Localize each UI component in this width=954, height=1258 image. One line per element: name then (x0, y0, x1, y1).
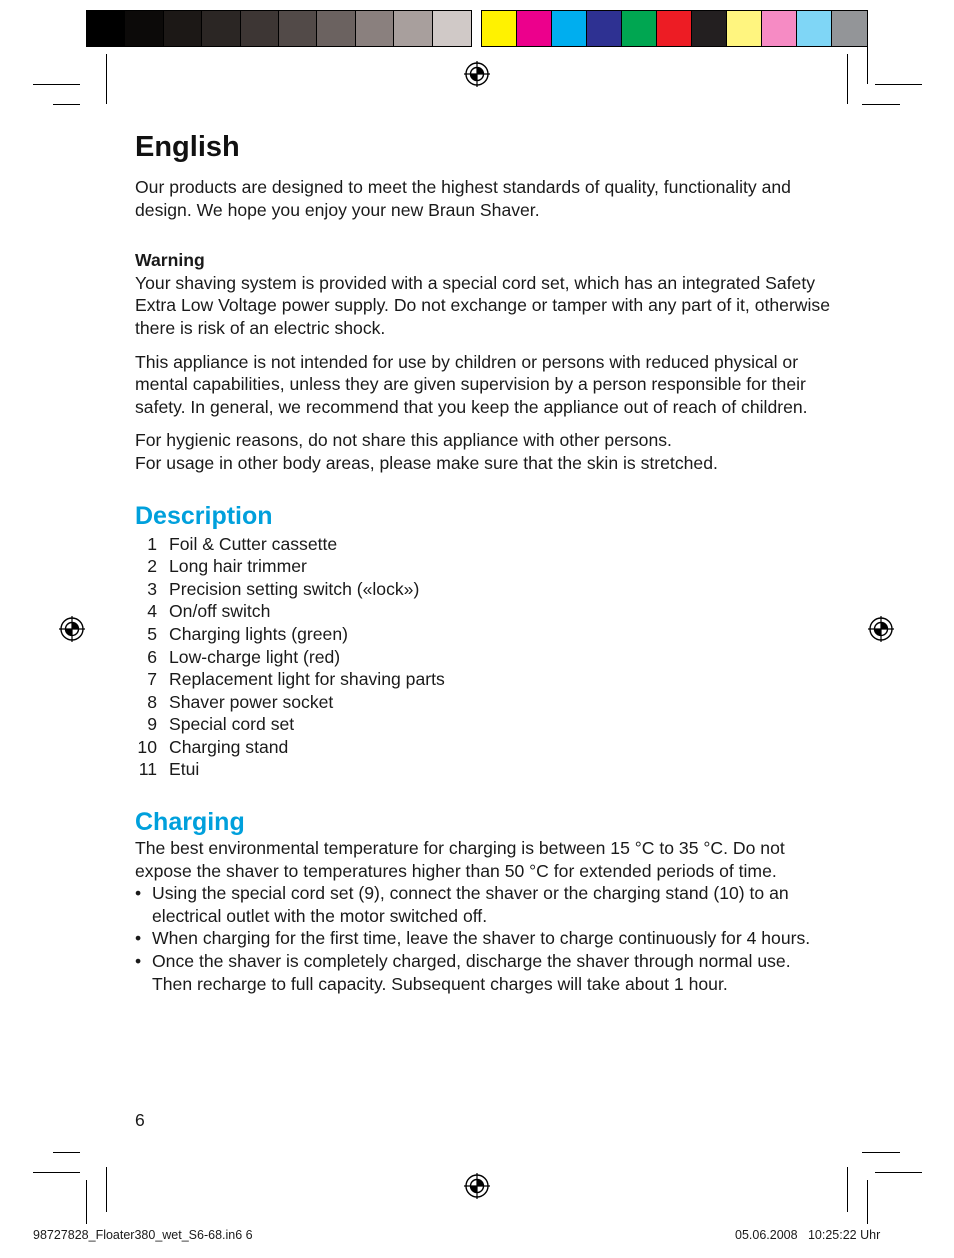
description-item (135, 533, 835, 556)
page-content (135, 130, 835, 995)
charging-heading: Charging (135, 808, 245, 837)
description-item (135, 713, 835, 736)
item-number: 11 (138, 759, 157, 780)
crop-mark (33, 1172, 80, 1173)
bullet-icon: • (135, 883, 142, 904)
charging-bullet-list (135, 882, 835, 995)
crop-mark (847, 1167, 848, 1212)
color-swatch (202, 11, 240, 46)
color-swatch (552, 11, 587, 46)
item-number: 5 (147, 623, 157, 644)
crop-mark (875, 1172, 922, 1173)
color-swatch (433, 11, 471, 46)
bullet-text: Using the special cord set (9), connect the shaver or the charging stand (10) to an electrical outlet with the motor switched off. (152, 883, 789, 926)
description-heading: Description (135, 501, 273, 530)
item-label: Low-charge light (red) (169, 646, 341, 667)
color-swatch (517, 11, 552, 46)
item-number: 3 (147, 578, 157, 599)
page-title: English (135, 131, 240, 163)
color-swatch (317, 11, 355, 46)
children-paragraph: This appliance is not intended for use by children or persons with reduced physical or mental capabilities, unless they are given supervision by a person responsible for their safety. In general, we recommend that you keep the appliance out of reach of children. (135, 351, 808, 417)
crop-mark (867, 1180, 868, 1224)
crop-mark (862, 1152, 900, 1153)
registration-mark-icon (464, 61, 490, 87)
item-label: Foil & Cutter cassette (169, 533, 338, 554)
item-number: 1 (147, 533, 157, 554)
registration-mark-icon (59, 616, 85, 642)
footer-date-time: 05.06.2008 10:25:22 Uhr (735, 1228, 881, 1242)
description-item (135, 578, 835, 601)
crop-mark (53, 1152, 80, 1153)
color-swatch (657, 11, 692, 46)
color-swatch (241, 11, 279, 46)
item-number: 8 (147, 691, 157, 712)
description-list (135, 533, 835, 782)
warning-heading: Warning (135, 250, 205, 271)
item-label: Replacement light for shaving parts (169, 669, 445, 690)
bullet-text: When charging for the first time, leave the shaver to charge continuously for 4 hours. (152, 928, 811, 949)
charging-bullet (135, 950, 835, 995)
bullet-icon: • (135, 928, 142, 949)
item-label: Precision setting switch («lock») (169, 578, 420, 599)
color-swatch (587, 11, 622, 46)
color-swatch (797, 11, 832, 46)
crop-mark (106, 1167, 107, 1212)
body-area-line: For usage in other body areas, please make sure that the skin is stretched. (135, 452, 718, 473)
item-number: 6 (147, 646, 157, 667)
crop-mark (53, 104, 80, 105)
color-swatch (356, 11, 394, 46)
description-item (135, 758, 835, 781)
crop-mark (106, 54, 107, 104)
intro-paragraph: Our products are designed to meet the highest standards of quality, functionality and design. We hope you enjoy your new Braun Shaver. (135, 177, 791, 220)
description-item (135, 691, 835, 714)
grayscale-color-bar (86, 10, 472, 47)
color-swatch (762, 11, 797, 46)
footer-file-name: 98727828_Floater380_wet_S6-68.in6 6 (33, 1228, 253, 1242)
charging-intro-paragraph: The best environmental temperature for charging is between 15 °C to 35 °C. Do not expose the shaver to temperatures higher than 50 °C for extended periods of time. (135, 838, 785, 881)
registration-mark-icon (868, 616, 894, 642)
crop-mark (862, 104, 900, 105)
color-swatch (87, 11, 125, 46)
item-number: 9 (147, 714, 157, 735)
item-label: On/off switch (169, 601, 271, 622)
bullet-text: Once the shaver is completely charged, discharge the shaver through normal use. Then recharge to full capacity. Subsequent charges will take about 1 hour. (152, 951, 791, 994)
charging-bullet (135, 882, 835, 927)
description-item (135, 736, 835, 759)
item-label: Special cord set (169, 714, 295, 735)
item-number: 7 (147, 669, 157, 690)
description-item (135, 555, 835, 578)
description-item (135, 600, 835, 623)
color-swatch (727, 11, 762, 46)
page-number: 6 (135, 1110, 145, 1130)
color-swatch (832, 11, 867, 46)
charging-bullet (135, 927, 835, 950)
color-swatch (125, 11, 163, 46)
crop-mark (867, 30, 868, 84)
crop-mark (847, 54, 848, 104)
description-item (135, 668, 835, 691)
item-label: Charging stand (169, 736, 289, 757)
description-item (135, 623, 835, 646)
item-label: Etui (169, 759, 200, 780)
crop-mark (33, 84, 80, 85)
warning-paragraph: Your shaving system is provided with a special cord set, which has an integrated Safety Extra Low Voltage power supply. Do not exchange or tamper with any part of it, otherwise there is risk of an electric shock. (135, 272, 830, 338)
bullet-icon: • (135, 951, 142, 972)
color-swatch (482, 11, 517, 46)
crop-mark (86, 1180, 87, 1224)
item-label: Shaver power socket (169, 691, 334, 712)
item-number: 4 (147, 601, 157, 622)
color-swatch (692, 11, 727, 46)
item-label: Charging lights (green) (169, 623, 348, 644)
color-swatch (394, 11, 432, 46)
color-swatch (279, 11, 317, 46)
color-swatch (622, 11, 657, 46)
crop-mark (875, 84, 922, 85)
item-number: 10 (137, 736, 157, 757)
process-color-bar (481, 10, 868, 47)
hygiene-line: For hygienic reasons, do not share this appliance with other persons. (135, 430, 672, 451)
color-swatch (164, 11, 202, 46)
registration-mark-icon (464, 1173, 490, 1199)
item-number: 2 (147, 556, 157, 577)
description-item (135, 646, 835, 669)
item-label: Long hair trimmer (169, 556, 307, 577)
